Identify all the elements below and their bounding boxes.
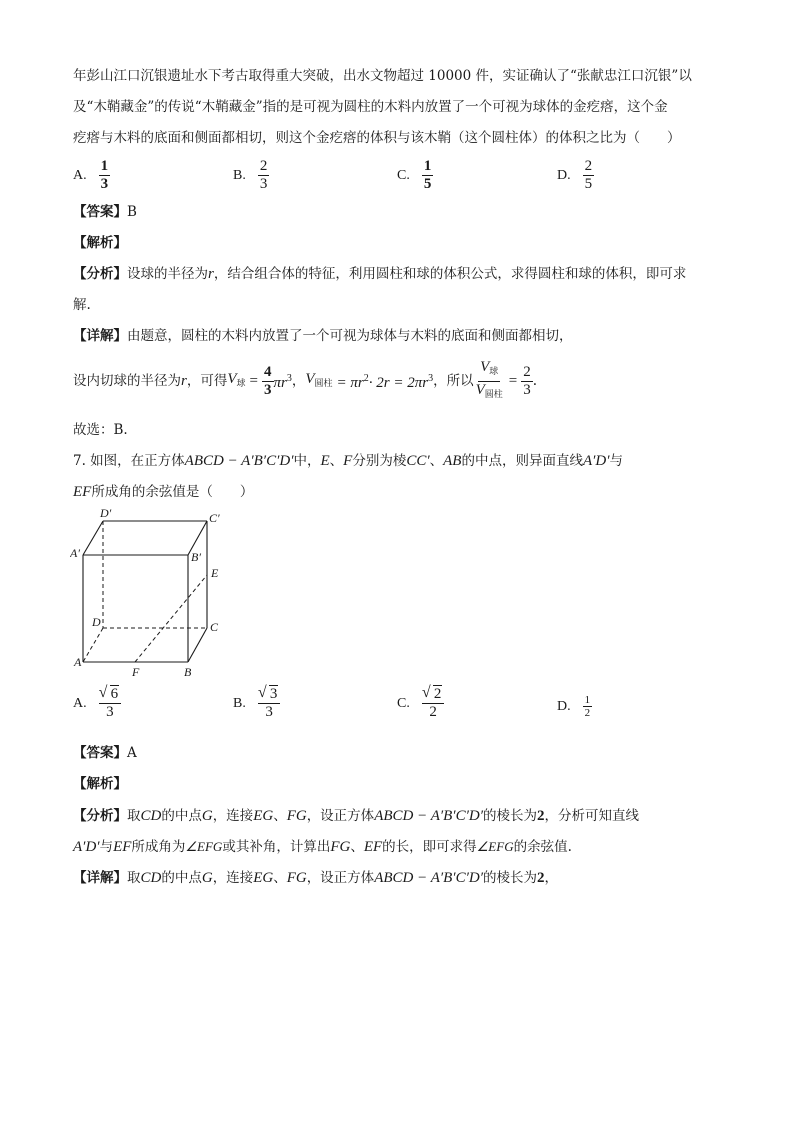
q7-option-c bbox=[397, 686, 444, 721]
comma: ， bbox=[291, 373, 306, 389]
fenxi-tag: 【分析】 bbox=[73, 266, 127, 282]
text: ，设正方体 bbox=[306, 870, 375, 886]
q6-option-c bbox=[397, 158, 433, 193]
radicand: 2 bbox=[433, 686, 442, 702]
option-label: D. bbox=[557, 167, 571, 183]
answer-tag: 【答案】 bbox=[73, 204, 127, 220]
angle-efg: ∠EFG bbox=[185, 839, 223, 854]
q6-fenxi-line-2: 解. bbox=[73, 297, 91, 313]
fraction-denominator: 3 bbox=[523, 381, 531, 398]
edge-d1a1 bbox=[83, 521, 103, 555]
cube-name: ABCD − A′B′C′D′ bbox=[374, 808, 483, 824]
radicand: 6 bbox=[110, 686, 119, 702]
q7-text: 7. 如图，在正方体 bbox=[73, 453, 185, 469]
text: 或其补角，计算出 bbox=[222, 839, 331, 855]
period: . bbox=[532, 373, 538, 389]
fraction-numerator bbox=[258, 686, 281, 704]
fraction-denominator: 3 bbox=[264, 381, 272, 398]
equals-sign: = bbox=[508, 373, 518, 389]
volume-ratio bbox=[474, 359, 505, 404]
label-b: B bbox=[184, 665, 192, 679]
edge-ab: AB bbox=[443, 453, 462, 469]
answer-tag: 【答案】 bbox=[73, 745, 127, 761]
label-e: E bbox=[211, 566, 219, 580]
edge-cd: CD bbox=[140, 808, 162, 824]
q6-formula-line bbox=[73, 358, 538, 400]
fraction-denominator: 5 bbox=[423, 176, 432, 192]
ratio-result bbox=[521, 364, 533, 399]
text: ， bbox=[544, 870, 558, 886]
separator: 、 bbox=[429, 453, 444, 469]
point-g: G bbox=[201, 870, 213, 886]
q7-text: 的中点，则异面直线 bbox=[461, 453, 583, 469]
fraction-numerator: 1 bbox=[584, 694, 591, 706]
text: 的余弦值. bbox=[513, 839, 572, 855]
cube-name: ABCD − A′B′C′D′ bbox=[184, 453, 294, 469]
line-ad: A′D′ bbox=[73, 839, 100, 855]
so-text: ，所以 bbox=[433, 373, 474, 389]
option-label: D. bbox=[557, 698, 571, 714]
cube-figure bbox=[70, 505, 230, 680]
fraction-numerator bbox=[422, 686, 445, 704]
fraction-numerator: 1 bbox=[100, 158, 109, 174]
label-b1: B′ bbox=[191, 550, 201, 564]
line-ef: EF bbox=[113, 839, 132, 855]
subscript: 球 bbox=[236, 378, 246, 389]
option-fraction bbox=[99, 686, 122, 721]
fraction-numerator: 4 bbox=[264, 363, 272, 380]
option-fraction bbox=[422, 686, 445, 721]
subscript: 圆柱 bbox=[314, 378, 333, 389]
fraction-denominator: 3 bbox=[265, 704, 273, 720]
text: 所成角为 bbox=[131, 839, 186, 855]
label-a1: A′ bbox=[70, 546, 80, 560]
sqrt bbox=[101, 686, 120, 703]
intro-line-2: 及“木鞘藏金”的传说“木鞘藏金”指的是可视为圆柱的木料内放置了一个可视为球体的金疙瘩，这个金 bbox=[73, 99, 668, 115]
text: 与 bbox=[99, 839, 114, 855]
label-c: C bbox=[210, 620, 219, 634]
expr: · 2r = 2πr bbox=[368, 375, 429, 391]
text: 取 bbox=[127, 808, 141, 824]
text: 的长，即可求得 bbox=[382, 839, 477, 855]
line-ad: A′D′ bbox=[582, 453, 610, 469]
text: ，分析可知直线 bbox=[544, 808, 639, 824]
point-e: E bbox=[320, 453, 330, 469]
text: 的棱长为 bbox=[483, 808, 537, 824]
q7-answer bbox=[73, 743, 137, 763]
label-d1: D′ bbox=[100, 506, 112, 520]
xiangjie-text: 由题意，圆柱的木料内放置了一个可视为球体与木料的底面和侧面都相切， bbox=[127, 328, 573, 344]
q7-line-2 bbox=[73, 482, 253, 502]
segment-eg: EG bbox=[253, 808, 274, 824]
option-fraction bbox=[422, 158, 434, 193]
subscript: 球 bbox=[489, 366, 499, 377]
ratio-denominator: $V_{圆柱}$ bbox=[475, 381, 503, 400]
edge-cc: CC′ bbox=[406, 453, 430, 469]
text: 的棱长为 bbox=[483, 870, 537, 886]
label-d: D bbox=[92, 615, 101, 629]
jiexi-tag: 【解析】 bbox=[73, 776, 127, 792]
fraction-numerator: 1 bbox=[423, 158, 432, 174]
answer-value: B bbox=[127, 204, 137, 220]
option-label: A. bbox=[73, 695, 87, 711]
ratio-numerator: $V_球$ bbox=[478, 359, 500, 382]
xiangjie-tag: 【详解】 bbox=[73, 328, 127, 344]
q7-fenxi-line-2 bbox=[73, 837, 572, 857]
var-r: r bbox=[208, 266, 214, 282]
text: ，设正方体 bbox=[306, 808, 375, 824]
text: 的中点 bbox=[161, 808, 202, 824]
xiangjie-tag: 【详解】 bbox=[73, 870, 127, 886]
option-label: B. bbox=[233, 695, 246, 711]
cube-name: ABCD − A′B′C′D′ bbox=[374, 870, 483, 886]
point-g: G bbox=[201, 808, 213, 824]
v-cylinder: $V_{圆柱}$ bbox=[305, 370, 333, 389]
q6-choose: 故选：B. bbox=[73, 422, 128, 438]
option-label: C. bbox=[397, 695, 410, 711]
v-ball: $V_球$ bbox=[227, 370, 246, 389]
q7-option-b bbox=[233, 686, 280, 721]
separator: 、 bbox=[273, 870, 287, 886]
q7-fenxi-line-1 bbox=[73, 806, 639, 826]
q6-jiexi bbox=[73, 233, 127, 253]
segment-fg: FG bbox=[286, 808, 307, 824]
expr: πr bbox=[273, 375, 287, 391]
segment-ef bbox=[135, 575, 207, 662]
edge-cd: CD bbox=[140, 870, 162, 886]
edge-length: 2 bbox=[537, 870, 545, 886]
equals-sign: = bbox=[249, 373, 258, 389]
sqrt bbox=[424, 686, 443, 703]
fraction-denominator: 3 bbox=[106, 704, 114, 720]
segment-eg: EG bbox=[253, 870, 274, 886]
fraction-numerator: 2 bbox=[523, 363, 531, 380]
fraction-denominator: 3 bbox=[100, 176, 109, 192]
segment-fg: FG bbox=[286, 870, 307, 886]
sqrt bbox=[260, 686, 279, 703]
q6-option-a bbox=[73, 158, 110, 193]
q7-jiexi bbox=[73, 774, 127, 794]
answer-value: A bbox=[127, 745, 137, 761]
fraction-denominator: 3 bbox=[259, 176, 268, 192]
q6-xiangjie-line-1 bbox=[73, 326, 573, 346]
text: ，连接 bbox=[212, 870, 254, 886]
xiangjie-text: 设内切球的半径为 bbox=[73, 373, 181, 389]
four-thirds bbox=[262, 364, 274, 399]
q7-option-d bbox=[557, 694, 592, 719]
hidden-edge-da bbox=[83, 628, 103, 662]
q7-text: 与 bbox=[609, 453, 624, 469]
separator: 、 bbox=[273, 808, 287, 824]
text: 的中点 bbox=[161, 870, 202, 886]
fraction-numerator: 2 bbox=[259, 158, 268, 174]
q6-answer bbox=[73, 202, 137, 222]
option-fraction bbox=[258, 686, 281, 721]
segment-ef: EF bbox=[363, 839, 383, 855]
label-a: A bbox=[74, 655, 82, 669]
fraction-numerator: 2 bbox=[584, 158, 593, 174]
fenxi-tag: 【分析】 bbox=[73, 808, 127, 824]
text: 取 bbox=[127, 870, 141, 886]
q6-option-b bbox=[233, 158, 269, 193]
option-label: B. bbox=[233, 167, 246, 183]
var-r: r bbox=[181, 373, 187, 389]
q7-xiangjie-line-1 bbox=[73, 868, 558, 888]
fenxi-text: ，结合组合体的特征，利用圆柱和球的体积公式，求得圆柱和球的体积，即可求 bbox=[213, 266, 687, 282]
label-c1: C′ bbox=[209, 511, 220, 525]
segment-fg: FG bbox=[330, 839, 351, 855]
q7-text: 所成角的余弦值是（ ） bbox=[91, 484, 254, 500]
line-ef: EF bbox=[73, 484, 92, 500]
intro-line-1: 年彭山江口沉银遗址水下考古取得重大突破，出水文物超过 10000 件，实证确认了“张献忠江口沉银”以 bbox=[73, 68, 692, 84]
fraction-denominator: 2 bbox=[584, 707, 591, 719]
option-fraction bbox=[258, 158, 270, 193]
exponent: 3 bbox=[286, 373, 292, 384]
q6-fenxi-line-1 bbox=[73, 264, 686, 284]
expr: = πr bbox=[336, 375, 364, 391]
fraction-denominator: 5 bbox=[584, 176, 593, 192]
option-fraction bbox=[583, 158, 595, 193]
fenxi-text: 设球的半径为 bbox=[127, 266, 208, 282]
cyl-expr bbox=[337, 369, 434, 393]
fraction-numerator bbox=[99, 686, 122, 704]
radicand: 3 bbox=[269, 686, 278, 702]
q6-option-d bbox=[557, 158, 594, 193]
separator: 、 bbox=[350, 839, 364, 855]
option-label: C. bbox=[397, 167, 410, 183]
option-label: A. bbox=[73, 167, 87, 183]
q7-option-a bbox=[73, 686, 121, 721]
intro-line-3: 疙瘩与木料的底面和侧面都相切，则这个金疙瘩的体积与该木鞘（这个圆柱体）的体积之比为（ ） bbox=[73, 130, 681, 146]
jiexi-tag: 【解析】 bbox=[73, 235, 127, 251]
option-fraction bbox=[583, 694, 593, 719]
xiangjie-text: ，可得 bbox=[186, 373, 228, 389]
label-f: F bbox=[132, 665, 140, 679]
option-fraction bbox=[99, 158, 111, 193]
q7-text: 分别为棱 bbox=[352, 453, 407, 469]
exponent: 3 bbox=[428, 373, 434, 384]
subscript: 圆柱 bbox=[484, 389, 503, 400]
text: ，连接 bbox=[212, 808, 254, 824]
exponent: 2 bbox=[363, 373, 369, 384]
point-f: F bbox=[343, 453, 353, 469]
edge-bc bbox=[188, 628, 207, 662]
fraction-denominator: 2 bbox=[429, 704, 437, 720]
pi-r-cubed bbox=[274, 369, 292, 393]
angle-efg: ∠EFG bbox=[476, 839, 514, 854]
separator: 、 bbox=[329, 453, 344, 469]
q7-line-1 bbox=[73, 451, 623, 471]
edge-length: 2 bbox=[537, 808, 545, 824]
q7-text: 中， bbox=[293, 453, 321, 469]
